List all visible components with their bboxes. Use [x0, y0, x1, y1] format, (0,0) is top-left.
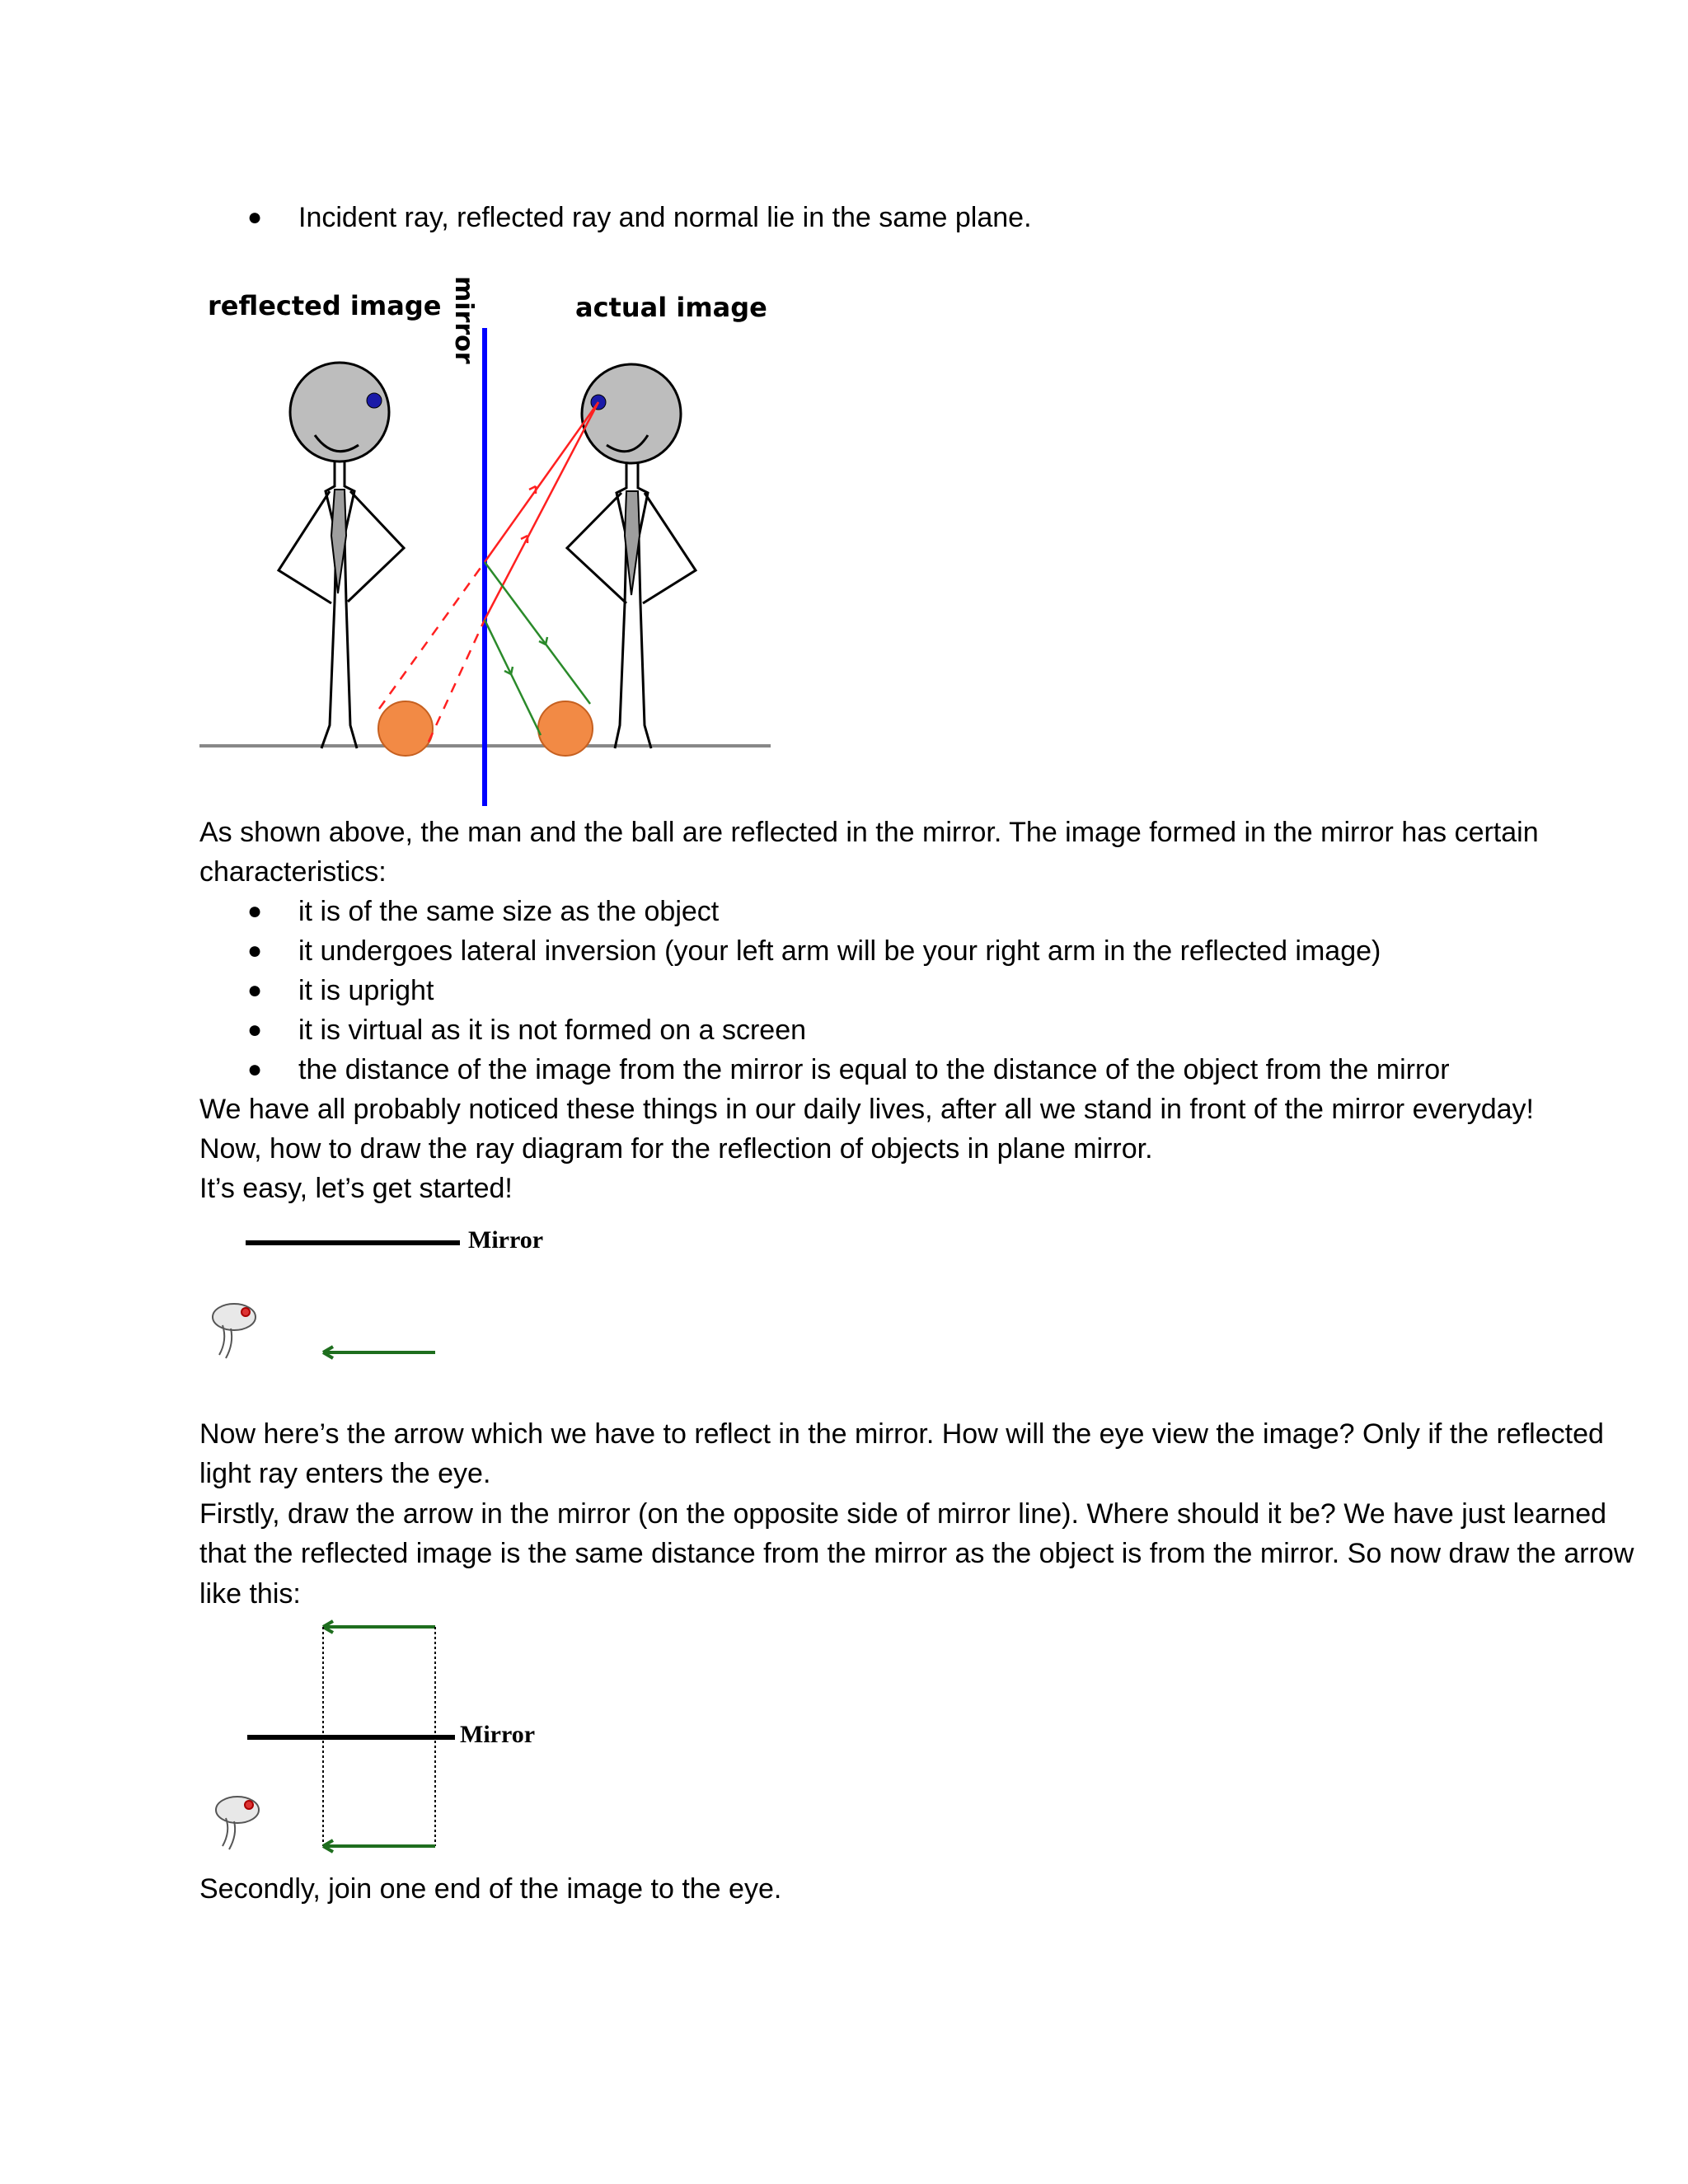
red-arrowhead	[529, 486, 536, 494]
para3-line5: like this:	[199, 1578, 301, 1610]
para4-line1: Secondly, join one end of the image to the eye.	[199, 1873, 782, 1905]
list-item-text: it is virtual as it is not formed on a screen	[298, 1015, 807, 1046]
red-ray-1	[485, 402, 598, 562]
list-item	[247, 1050, 1566, 1090]
eye-icon	[213, 1304, 256, 1358]
label-reflected-image: reflected image	[208, 290, 442, 321]
bullet-dot: ●	[247, 977, 263, 1004]
list-item-text: it undergoes lateral inversion (your left arm will be your right arm in the reflected image)	[298, 935, 1381, 967]
list-item	[247, 971, 1566, 1010]
list-item	[247, 931, 1566, 971]
para1-line2: characteristics:	[199, 856, 387, 888]
characteristics-list	[247, 892, 1566, 1090]
para3-line2: light ray enters the eye.	[199, 1458, 491, 1489]
bullet-text: Incident ray, reflected ray and normal lie in the same plane.	[298, 202, 1032, 233]
virtual-ray-1	[379, 562, 485, 709]
bullet-dot: ●	[247, 937, 263, 964]
label-mirror: mirror	[449, 276, 478, 364]
para1-line1: As shown above, the man and the ball are reflected in the mirror. The image formed in the mirror has certain	[199, 817, 1539, 848]
green-ray-1	[485, 562, 590, 704]
para2-line2: Now, how to draw the ray diagram for the reflection of objects in plane mirror.	[199, 1133, 1153, 1165]
eye-icon	[216, 1797, 259, 1849]
actual-ball	[538, 701, 593, 756]
reflection-diagram	[190, 264, 783, 816]
list-item-text: it is of the same size as the object	[298, 896, 720, 927]
actual-man	[567, 364, 696, 748]
reflected-ball	[378, 701, 433, 756]
para2-line1: We have all probably noticed these things in our daily lives, after all we stand in front of the mirror everyday!	[199, 1094, 1534, 1125]
list-item-text: it is upright	[298, 975, 434, 1006]
virtual-ray-2	[429, 620, 485, 742]
bullet-dot: ●	[247, 204, 263, 231]
green-ray-2	[485, 620, 541, 735]
label-actual-image: actual image	[575, 292, 767, 323]
red-ray-2	[485, 402, 598, 620]
bullet-dot: ●	[247, 898, 263, 925]
bullet-dot: ●	[247, 1056, 263, 1083]
mirror-label: Mirror	[468, 1226, 544, 1254]
mirror-label: Mirror	[460, 1721, 536, 1748]
list-item	[247, 1010, 1566, 1050]
bullet-dot: ●	[247, 1016, 263, 1043]
list-item-text: the distance of the image from the mirror is equal to the distance of the object from the mirror	[298, 1054, 1450, 1085]
reflected-man	[279, 363, 404, 748]
para2-line3: It’s easy, let’s get started!	[199, 1173, 513, 1204]
para3-line4: that the reflected image is the same distance from the mirror as the object is from the mirror. So now draw the arrow	[199, 1538, 1634, 1569]
para3-line1: Now here’s the arrow which we have to reflect in the mirror. How will the eye view the image? Only if the reflected	[199, 1418, 1604, 1450]
para3-line3: Firstly, draw the arrow in the mirror (on the opposite side of mirror line). Where should it be? We have just learned	[199, 1498, 1607, 1530]
list-item	[247, 892, 1566, 931]
